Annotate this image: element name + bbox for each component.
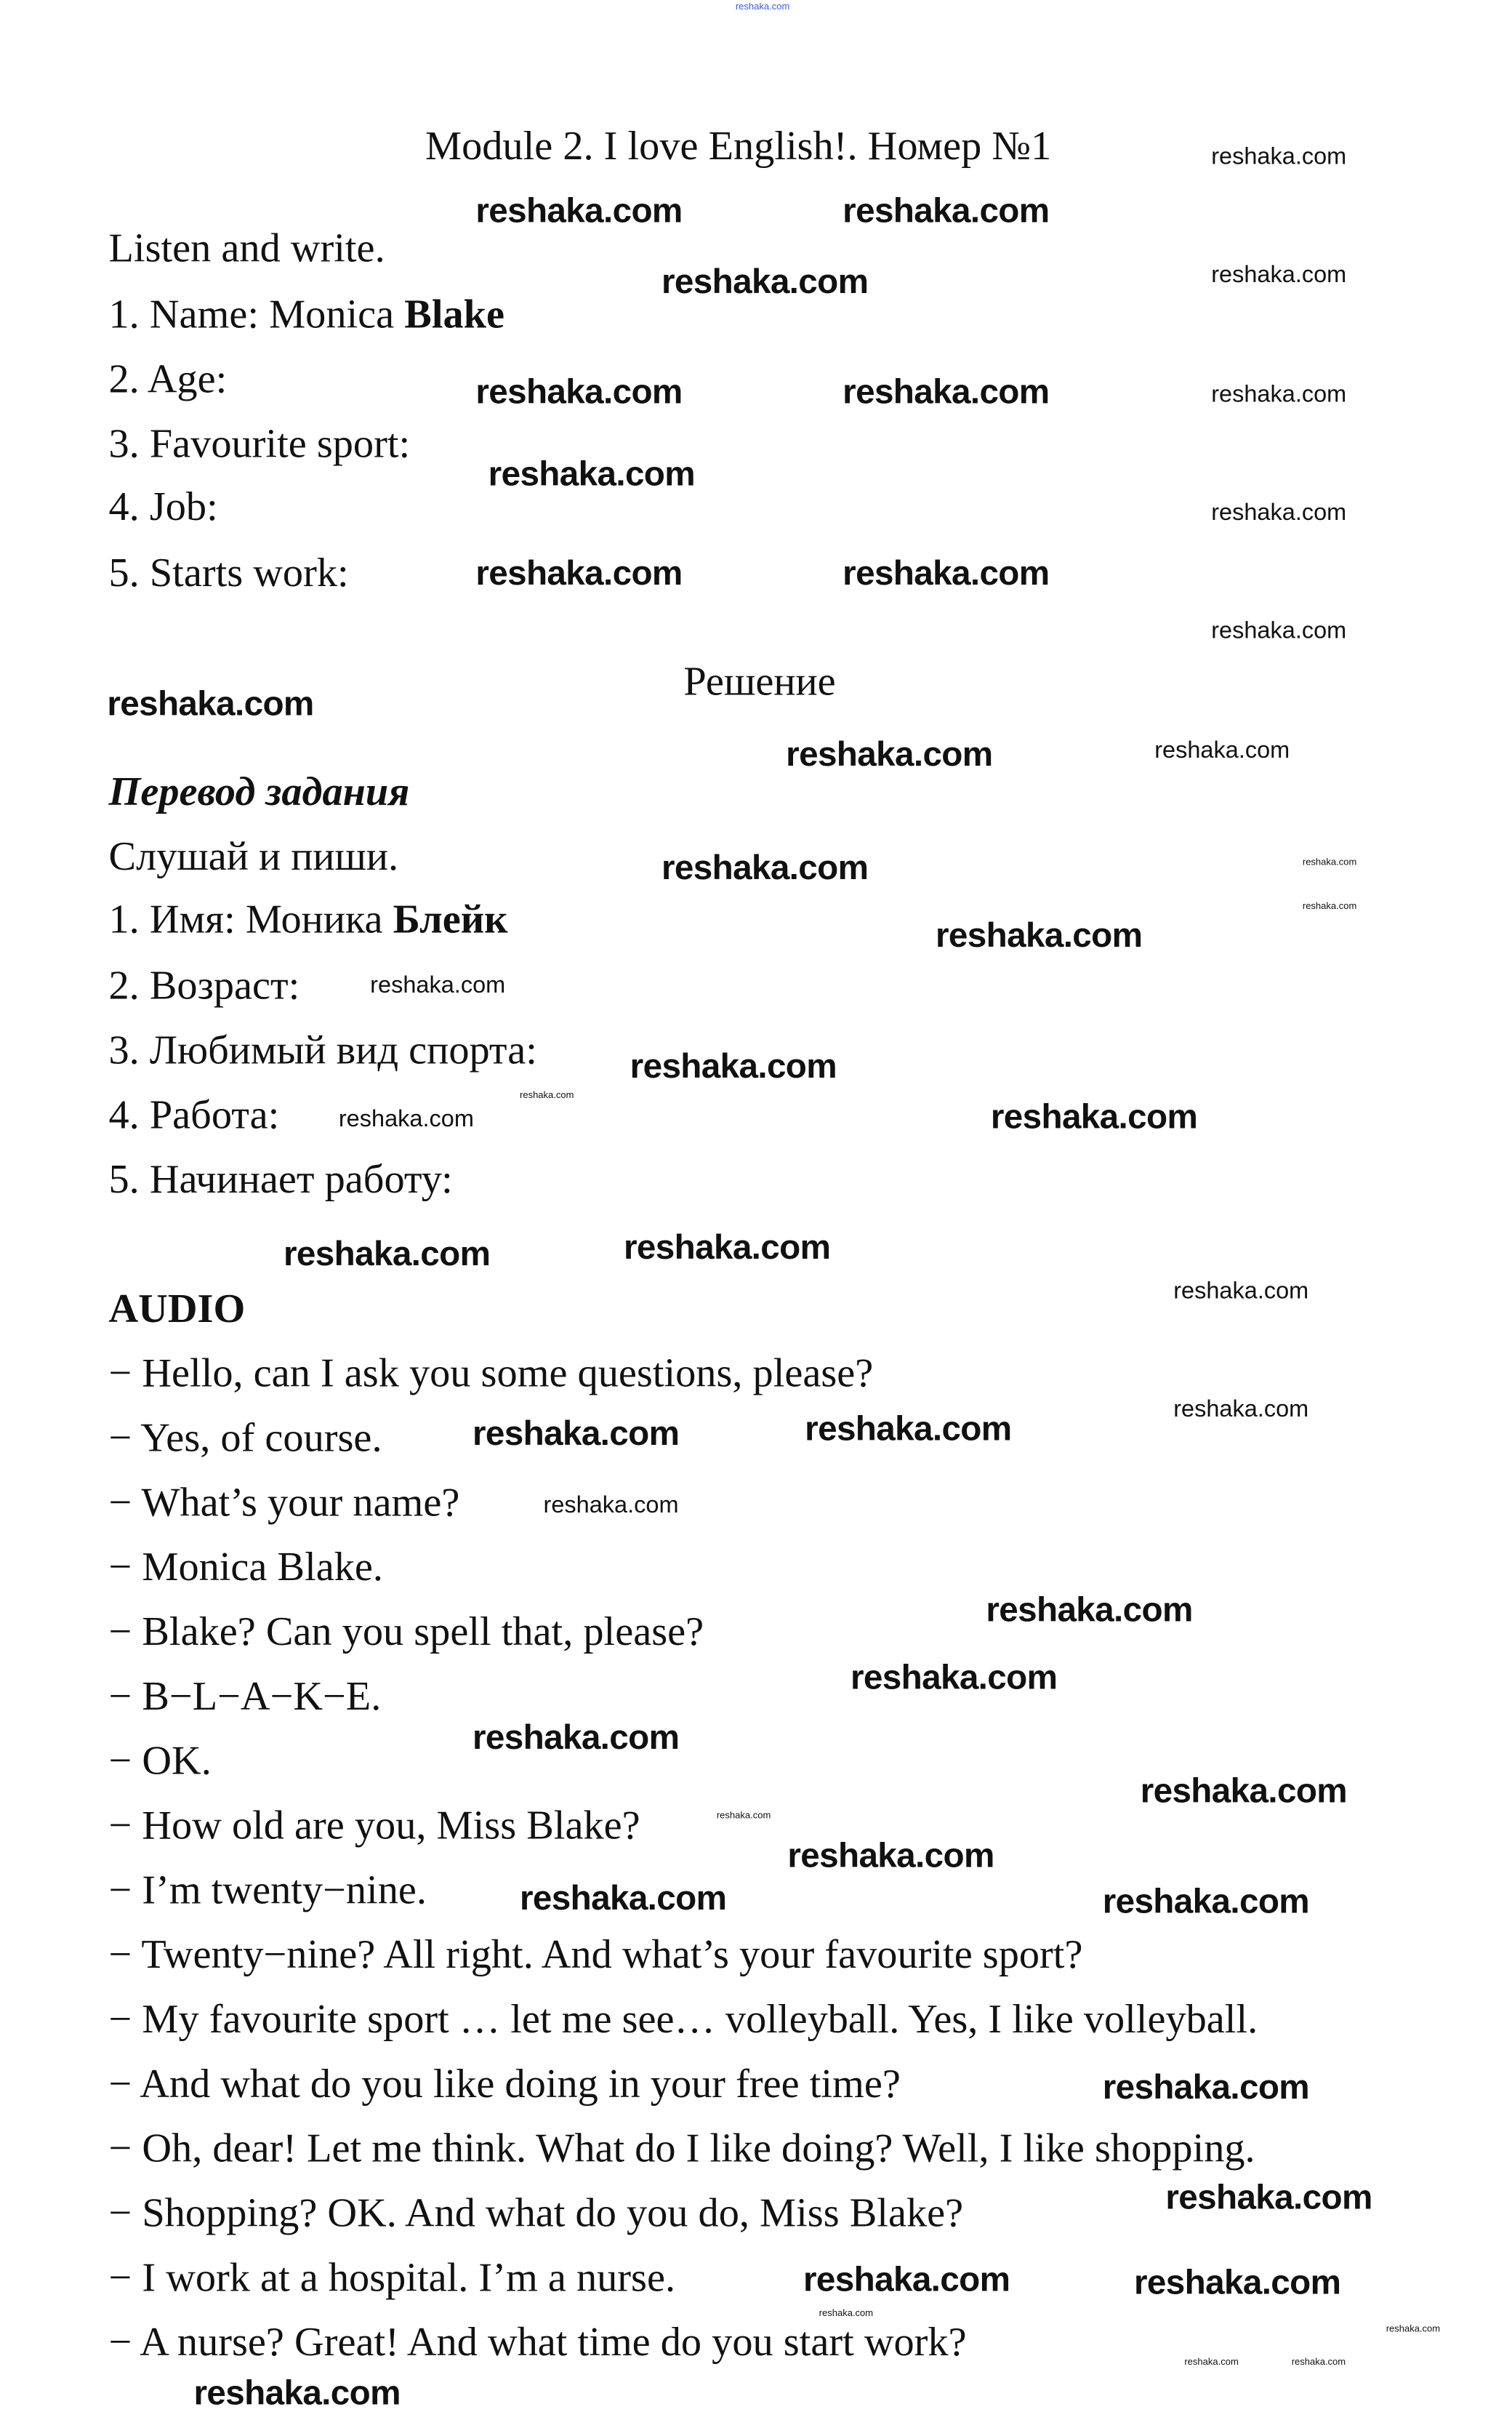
page-title: Module 2. I love English!. Номер №1 — [425, 123, 1052, 169]
watermark: reshaka.com — [1102, 2067, 1310, 2107]
translation-item-5: 5. Начинает работу: — [108, 1156, 453, 1203]
watermark: reshaka.com — [1140, 1771, 1348, 1811]
task-item-answer: Blake — [404, 291, 505, 337]
watermark: reshaka.com — [488, 454, 696, 494]
watermark: reshaka.com — [1302, 902, 1357, 913]
watermark: reshaka.com — [630, 1046, 837, 1086]
audio-line: − I work at a hospital. I’m a nurse. — [108, 2254, 676, 2301]
watermark: reshaka.com — [1165, 2177, 1372, 2217]
watermark: reshaka.com — [1386, 2325, 1441, 2336]
audio-line: − I’m twenty−nine. — [108, 1867, 427, 1913]
watermark: reshaka.com — [520, 1091, 574, 1102]
watermark: reshaka.com — [1291, 2358, 1346, 2368]
audio-line: − What’s your name? — [108, 1479, 460, 1526]
translation-item-4: 4. Работа: — [108, 1091, 280, 1138]
translation-item-3: 3. Любимый вид спорта: — [108, 1027, 537, 1073]
translation-item-answer: Блейк — [393, 896, 508, 942]
watermark: reshaka.com — [716, 1811, 771, 1822]
watermark: reshaka.com — [850, 1657, 1058, 1697]
watermark: reshaka.com — [475, 191, 683, 231]
task-item-5: 5. Starts work: — [108, 550, 349, 596]
watermark: reshaka.com — [1154, 737, 1290, 764]
task-instruction: Listen and write. — [108, 225, 385, 271]
watermark: reshaka.com — [1211, 261, 1347, 289]
translation-item-label: 1. Имя: Моника — [108, 896, 393, 942]
watermark: reshaka.com — [472, 1717, 680, 1757]
audio-line: − Shopping? OK. And what do you do, Miss Blake? — [108, 2189, 964, 2236]
audio-line: − Yes, of course. — [108, 1414, 382, 1461]
watermark: reshaka.com — [1184, 2358, 1239, 2368]
task-item-label: 1. Name: Monica — [108, 291, 405, 337]
watermark: reshaka.com — [843, 191, 1050, 231]
audio-line: − B−L−A−K−E. — [108, 1673, 382, 1719]
watermark: reshaka.com — [936, 915, 1143, 955]
task-item-1 — [109, 292, 505, 339]
watermark: reshaka.com — [1211, 617, 1347, 645]
watermark: reshaka.com — [284, 1233, 491, 1273]
task-item-4: 4. Job: — [108, 484, 218, 530]
watermark: reshaka.com — [472, 1413, 680, 1453]
watermark: reshaka.com — [338, 1106, 474, 1133]
audio-line: − Hello, can I ask you some questions, please? — [108, 1350, 874, 1396]
watermark: reshaka.com — [787, 1835, 994, 1875]
watermark: reshaka.com — [475, 372, 683, 412]
translation-heading: Перевод задания — [108, 769, 410, 815]
watermark: reshaka.com — [843, 553, 1050, 593]
audio-line: − How old are you, Miss Blake? — [108, 1802, 640, 1848]
watermark: reshaka.com — [990, 1097, 1198, 1137]
task-item-2: 2. Age: — [108, 356, 228, 402]
audio-line: − Oh, dear! Let me think. What do I like doing? Well, I like shopping. — [108, 2125, 1255, 2171]
watermark: reshaka.com — [786, 734, 993, 774]
solution-heading: Решение — [683, 658, 836, 705]
watermark: reshaka.com — [193, 2373, 401, 2413]
translation-item-2: 2. Возраст: — [108, 962, 300, 1009]
watermark: reshaka.com — [662, 847, 869, 887]
watermark: reshaka.com — [1211, 143, 1347, 171]
task-item-3: 3. Favourite sport: — [108, 420, 411, 467]
audio-line: − Monica Blake. — [108, 1544, 384, 1590]
watermark: reshaka.com — [370, 971, 506, 999]
audio-heading: AUDIO — [108, 1286, 246, 1331]
watermark: reshaka.com — [662, 261, 869, 301]
watermark: reshaka.com — [819, 2309, 874, 2320]
audio-line: − Twenty−nine? All right. And what’s your favourite sport? — [108, 1931, 1083, 1978]
watermark: reshaka.com — [843, 372, 1050, 412]
watermark: reshaka.com — [986, 1590, 1193, 1630]
watermark: reshaka.com — [803, 2259, 1010, 2299]
watermark: reshaka.com — [543, 1491, 679, 1519]
watermark: reshaka.com — [805, 1409, 1012, 1449]
watermark: reshaka.com — [1173, 1395, 1309, 1423]
watermark: reshaka.com — [1102, 1881, 1310, 1921]
translation-instruction: Слушай и пиши. — [108, 833, 399, 880]
watermark: reshaka.com — [624, 1227, 831, 1267]
audio-line: − A nurse? Great! And what time do you start work? — [108, 2319, 967, 2365]
watermark: reshaka.com — [1211, 499, 1347, 526]
translation-item-1 — [109, 897, 508, 944]
watermark: reshaka.com — [520, 1878, 727, 1918]
watermark: reshaka.com — [475, 553, 683, 593]
watermark: reshaka.com — [1211, 381, 1347, 409]
audio-line: − OK. — [108, 1737, 212, 1784]
audio-line: − My favourite sport … let me see… volleyball. Yes, I like volleyball. — [108, 1996, 1258, 2043]
watermark: reshaka.com — [1302, 858, 1357, 868]
audio-line: − Blake? Can you spell that, please? — [108, 1608, 704, 1655]
watermark: reshaka.com — [1134, 2262, 1341, 2302]
watermark: reshaka.com — [107, 684, 314, 724]
watermark: reshaka.com — [1173, 1278, 1309, 1305]
audio-line: − And what do you like doing in your free time? — [108, 2061, 901, 2107]
watermark: reshaka.com — [735, 3, 790, 13]
